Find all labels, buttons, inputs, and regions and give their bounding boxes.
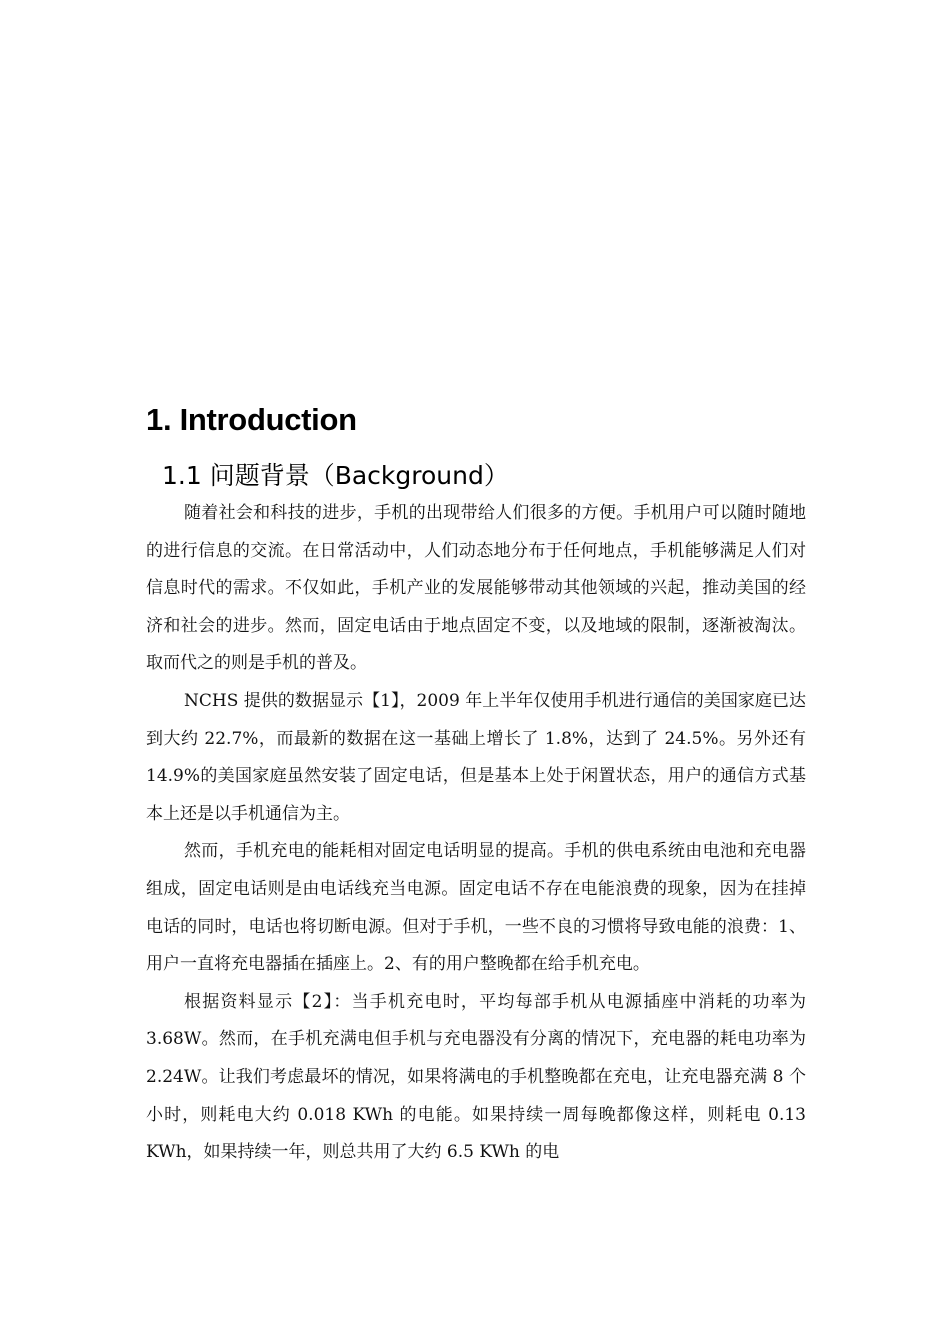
paragraph-2: NCHS 提供的数据显示【1】，2009 年上半年仅使用手机进行通信的美国家庭已达到大约 22.7%，而最新的数据在这一基础上增长了 1.8%，达到了 24.5%。另外还有 14.9%的美国家庭虽然安装了固定电话，但是基本上处于闲置状态，用户的通信方式基本上还是以手机通信为主。 xyxy=(146,690,806,824)
body-text xyxy=(146,495,806,1172)
section-heading: 1. Introduction xyxy=(146,402,357,437)
paragraph-1: 随着社会和科技的进步，手机的出现带给人们很多的方便。手机用户可以随时随地的进行信息的交流。在日常活动中，人们动态地分布于任何地点，手机能够满足人们对信息时代的需求。不仅如此，手机产业的发展能够带动其他领域的兴起，推动美国的经济和社会的进步。然而，固定电话由于地点固定不变，以及地域的限制，逐渐被淘汰。取而代之的则是手机的普及。 xyxy=(146,503,806,674)
paragraph-4: 根据资料显示【2】：当手机充电时，平均每部手机从电源插座中消耗的功率为 3.68W。然而，在手机充满电但手机与充电器没有分离的情况下，充电器的耗电功率为 2.24W。让我们考虑最坏的情况，如果将满电的手机整晚都在充电，让充电器充满 8 个小时，则耗电大约 0.018 KWh 的电能。如果持续一周每晚都像这样，则耗电 0.13 KWh，如果持续一年，则总共用了大约 6.5 KWh 的电 xyxy=(146,991,806,1163)
paragraph-3: 然而，手机充电的能耗相对固定电话明显的提高。手机的供电系统由电池和充电器组成，固定电话则是由电话线充当电源。固定电话不存在电能浪费的现象，因为在挂掉电话的同时，电话也将切断电源。但对于手机，一些不良的习惯将导致电能的浪费：1、用户一直将充电器插在插座上。2、有的用户整晚都在给手机充电。 xyxy=(146,841,806,975)
subsection-heading: 1.1 问题背景（Background） xyxy=(162,461,509,490)
